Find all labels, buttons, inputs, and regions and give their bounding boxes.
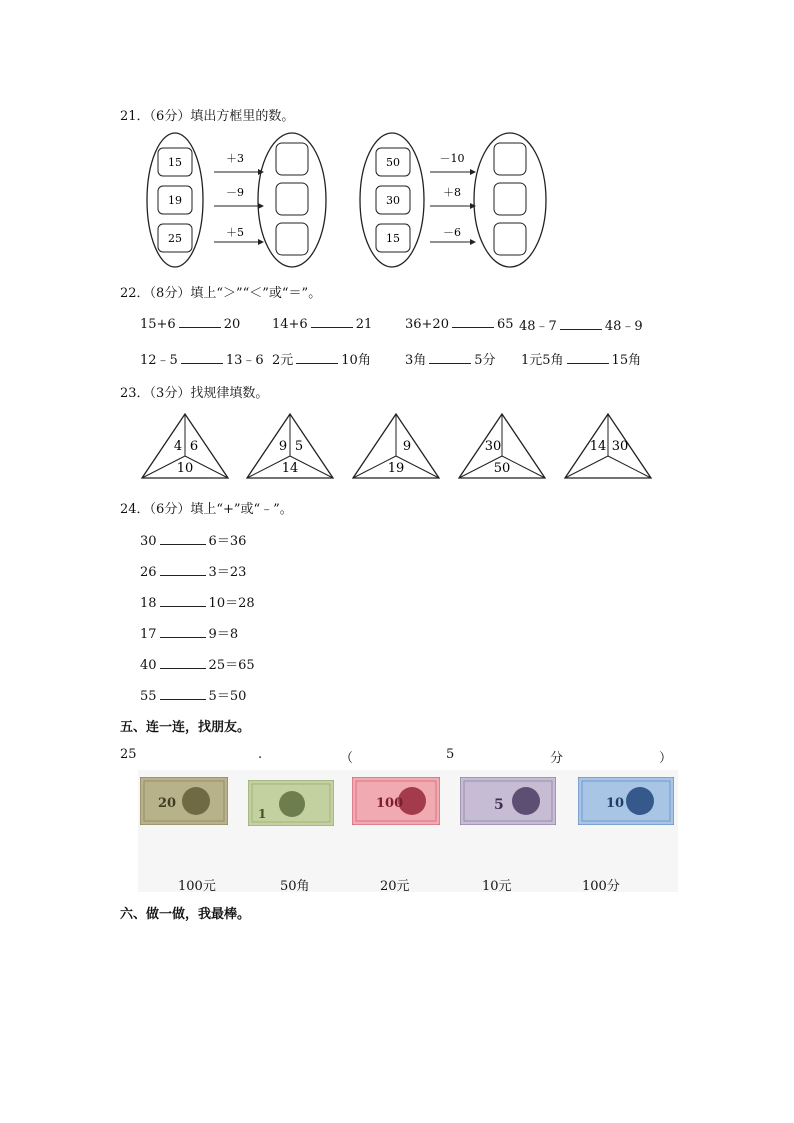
answer-blank[interactable] <box>181 351 223 364</box>
answer-blank[interactable] <box>311 315 353 328</box>
triangle-left: 30 <box>484 439 502 454</box>
right-op-1: －10 <box>439 152 465 165</box>
portrait <box>512 787 540 815</box>
triangle <box>247 414 333 478</box>
q21-diagram <box>140 128 550 273</box>
triangle-bottom: 10 <box>176 461 194 476</box>
q23-title: 23．（3分）找规律填数。 <box>120 386 269 401</box>
money-label[interactable]: 10元 <box>482 879 512 894</box>
answer-box[interactable] <box>494 143 526 175</box>
answer-blank[interactable] <box>296 351 338 364</box>
triangle-bottom: 19 <box>387 461 405 476</box>
triangle <box>353 414 439 478</box>
right-output-ellipse <box>474 133 546 267</box>
q22-item: 12﹣5 13﹣6 <box>140 353 264 368</box>
portrait <box>182 787 210 815</box>
money-label[interactable]: 100元 <box>178 879 216 894</box>
portrait <box>279 791 305 817</box>
money-label[interactable]: 50角 <box>280 879 310 894</box>
triangle-right: 9 <box>402 439 412 454</box>
left-op-3: ＋5 <box>226 226 244 239</box>
right-op-2: ＋8 <box>443 186 461 199</box>
note-value: 5 <box>494 797 504 813</box>
triangle <box>565 414 651 478</box>
money-label[interactable]: 20元 <box>380 879 410 894</box>
banknote-1-yuan[interactable] <box>248 780 334 826</box>
answer-blank[interactable] <box>160 625 206 638</box>
answer-blank[interactable] <box>160 656 206 669</box>
section-5-title: 五、连一连，找朋友。 <box>120 720 251 735</box>
answer-blank[interactable] <box>567 351 609 364</box>
q25-dot: . <box>258 747 263 762</box>
q24-item: 17 9＝8 <box>140 627 239 642</box>
right-input-1: 50 <box>386 156 400 169</box>
q22-item: 2元 10角 <box>272 353 371 368</box>
triangle <box>459 414 545 478</box>
triangle-bottom: 50 <box>493 461 511 476</box>
answer-blank[interactable] <box>160 687 206 700</box>
q22-item: 1元5角 15角 <box>521 353 642 368</box>
right-input-2: 30 <box>386 194 400 207</box>
triangle-bottom: 14 <box>281 461 299 476</box>
right-op-3: －6 <box>443 226 461 239</box>
banknote-10-yuan[interactable] <box>578 777 674 825</box>
answer-box[interactable] <box>276 223 308 255</box>
banknote-100-yuan[interactable] <box>352 777 440 825</box>
left-input-2: 19 <box>168 194 182 207</box>
q24-item: 40 25＝65 <box>140 658 255 673</box>
q24-title: 24．（6分）填上“+”或“﹣”。 <box>120 502 293 517</box>
q22-title: 22．（8分）填上“＞”“＜”或“＝”。 <box>120 286 322 301</box>
banknote-5-yuan[interactable] <box>460 777 556 825</box>
q25-paren-open: （ <box>340 751 354 766</box>
note-value: 1 <box>258 807 267 821</box>
q22-item: 36+20 65 <box>405 317 514 332</box>
left-input-1: 15 <box>168 156 182 169</box>
note-value: 20 <box>158 796 177 811</box>
banknote-20-yuan[interactable] <box>140 777 228 825</box>
answer-blank[interactable] <box>560 317 602 330</box>
answer-blank[interactable] <box>160 563 206 576</box>
q25-number: 25 <box>120 747 137 762</box>
left-output-ellipse <box>258 133 326 267</box>
triangle-right: 5 <box>294 439 304 454</box>
q22-item: 15+6 20 <box>140 317 241 332</box>
section-6-title: 六、做一做，我最棒。 <box>120 907 251 922</box>
q23-triangles <box>135 410 660 482</box>
note-value: 100 <box>376 796 404 811</box>
answer-box[interactable] <box>494 183 526 215</box>
q22-item: 3角 5分 <box>405 353 496 368</box>
q22-item: 14+6 21 <box>272 317 373 332</box>
money-label[interactable]: 100分 <box>582 879 620 894</box>
q25-score: 5 <box>446 747 455 762</box>
note-value: 10 <box>606 796 625 811</box>
triangle-left: 9 <box>278 439 288 454</box>
answer-blank[interactable] <box>452 315 494 328</box>
triangle <box>142 414 228 478</box>
triangle-right: 6 <box>189 439 199 454</box>
left-op-1: ＋3 <box>226 152 244 165</box>
answer-box[interactable] <box>494 223 526 255</box>
triangle-left: 4 <box>173 439 183 454</box>
left-input-3: 25 <box>168 232 182 245</box>
q24-item: 18 10＝28 <box>140 596 255 611</box>
right-input-3: 15 <box>386 232 400 245</box>
triangle-left: 14 <box>589 439 607 454</box>
answer-blank[interactable] <box>179 315 221 328</box>
answer-blank[interactable] <box>429 351 471 364</box>
answer-box[interactable] <box>276 183 308 215</box>
q25-paren-close: ） <box>659 751 673 766</box>
q24-item: 26 3＝23 <box>140 565 247 580</box>
answer-blank[interactable] <box>160 532 206 545</box>
triangle-right: 30 <box>611 439 629 454</box>
q21-title: 21．（6分）填出方框里的数。 <box>120 109 295 124</box>
answer-box[interactable] <box>276 143 308 175</box>
q24-item: 55 5＝50 <box>140 689 247 704</box>
answer-blank[interactable] <box>160 594 206 607</box>
q22-item: 48﹣7 48﹣9 <box>519 319 643 334</box>
left-op-2: －9 <box>226 186 244 199</box>
q24-item: 30 6＝36 <box>140 534 247 549</box>
q25-unit: 分 <box>550 751 564 766</box>
portrait <box>626 787 654 815</box>
